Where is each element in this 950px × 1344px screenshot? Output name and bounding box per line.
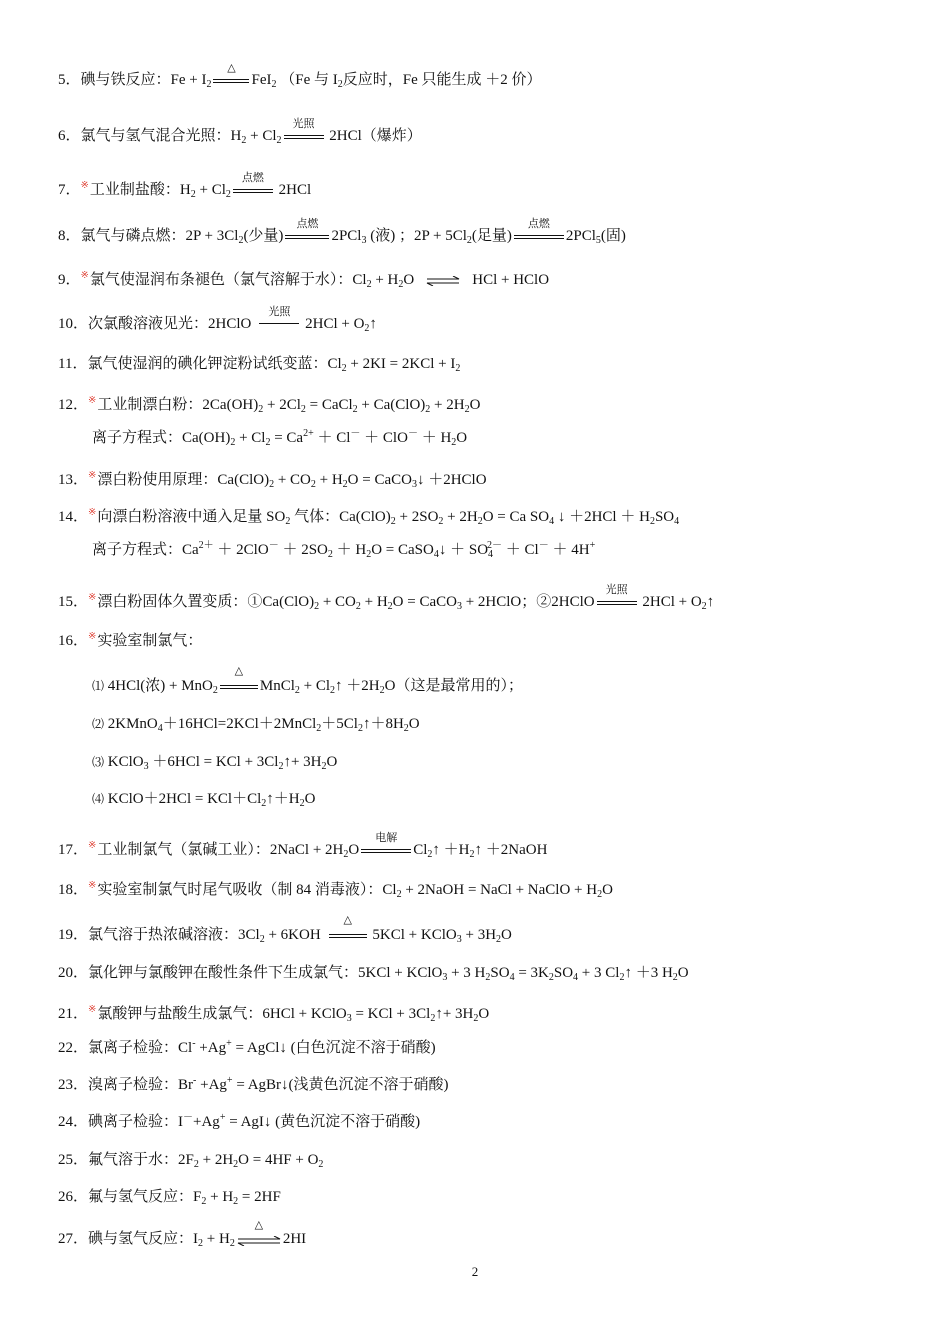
equation-line-11: 11．氯气使湿润的碘化钾淀粉试纸变蓝：$Cl_2 + 2KI = 2KCl + I_2$ xyxy=(58,356,461,374)
equation-line-26: 26．氟与氢气反应：$F_2 + H_2 = 2HF$ xyxy=(58,1189,281,1207)
equation-line-19: 19．氯气溶于热浓碱溶液：$3Cl_2 + 6KOH$ △ 5KCl + KClO$_3$ + $3H_2O$ xyxy=(58,913,512,945)
equation-line-27: 27．碘与氢气反应：$I_2 + H_2$ △ 2HI xyxy=(58,1218,307,1249)
ignite-condition: 点燃 xyxy=(285,227,329,247)
equation-line-23: 23．溴离子检验：Br- +Ag+ = AgBr↓(浅黄色沉淀不溶于硝酸) xyxy=(58,1075,449,1093)
lab-method-3: ⑶ KClO$_3$ ＋6HCl = KCl + $3Cl_2↑+ 3H_2O$ xyxy=(92,754,338,772)
ionic-equation-14: 离子方程式：$Ca^{2+} + 2ClO^- + 2SO_2 + H_2O$ = CaSO$_4$↓ ＋ $SO_4^{2-} + Cl^- + 4H^+$ xyxy=(92,540,596,560)
equation-line-7: 7．※工业制盐酸：$H_2 + Cl_2$ 点燃 2HCl xyxy=(58,171,312,200)
equation-line-15: 15．※漂白粉固体久置变质：$①Ca(ClO)_2 + CO_2 + H_2O$ = CaCO$_3$ + 2HClO；②2HClO 光照 $2HCl + O_2↑$ xyxy=(58,583,715,612)
equation-line-20: 20．氯化钾与氯酸钾在酸性条件下生成氯气：5KCl + KClO$_3$ + 3 $H_2SO_4 = 3K_2SO_4 + 3$ $Cl_2↑ +3$ $H_2O$ xyxy=(58,965,689,983)
equation-line-8: 8．氯气与磷点燃：$2P + 3Cl_2$(少量) 点燃 2PCl$_3$ (液) ；$2P + 5Cl_2$(足量) 点燃 2PCl$_5$(固) xyxy=(58,217,626,246)
equation-line-12: 12．※工业制漂白粉：$2Ca(OH)_2 + 2Cl_2$ = CaCl$_2$ + $Ca(ClO)_2 + 2H_2O$ xyxy=(58,395,481,415)
electrolysis-condition: 电解 xyxy=(361,841,411,861)
equation-line-6: 6．氯气与氢气混合光照：$H_2 + Cl_2$ 光照 2HCl（爆炸） xyxy=(58,117,422,146)
ignite-condition: 点燃 xyxy=(233,181,273,201)
equation-line-21: 21．※氯酸钾与盐酸生成氯气：6HCl + KClO$_3$ = KCl + $3Cl_2↑+ 3H_2O$ xyxy=(58,1004,490,1024)
equation-line-16: 16．※实验室制氯气： xyxy=(58,631,203,649)
equation-line-18: 18．※实验室制氯气时尾气吸收（制 84 消毒液）：$Cl_2$ + 2NaOH = NaCl + NaClO + $H_2O$ xyxy=(58,880,613,900)
light-condition: 光照 xyxy=(284,127,324,147)
heat-condition: △ xyxy=(329,926,367,946)
heat-reversible-condition: △ xyxy=(237,1230,281,1250)
reversible-arrow-icon xyxy=(426,276,460,286)
equation-line-10: 10．次氯酸溶液见光：2HClO 光照 $2HCl + O_2↑$ xyxy=(58,305,377,334)
equation-line-22: 22．氯离子检验：Cl- +Ag+ = AgCl↓ (白色沉淀不溶于硝酸) xyxy=(58,1038,436,1056)
ignite-condition: 点燃 xyxy=(514,227,564,247)
light-condition: 光照 xyxy=(597,593,637,613)
lab-method-4: ⑷ KClO＋2HCl = $KCl+Cl_2↑+H_2O$ xyxy=(92,791,316,809)
page-number: 2 xyxy=(471,1264,479,1279)
reversible-arrow-icon xyxy=(237,1236,281,1246)
heat-condition: △ xyxy=(220,677,258,697)
equation-line-24: 24．碘离子检验：I－+Ag+ = AgI↓ (黄色沉淀不溶于硝酸) xyxy=(58,1112,421,1130)
equation-line-5: 5．碘与铁反应：$Fe + I_2$ △ FeI$_2$ （Fe 与 $I_2$反应时，Fe 只能生成 ＋2 价） xyxy=(58,61,542,90)
equation-line-13: 13．※漂白粉使用原理：$Ca(ClO)_2 + CO_2 + H_2O$ = CaCO$_3$↓ ＋2HClO xyxy=(58,470,487,490)
light-condition: 光照 xyxy=(259,315,299,335)
ionic-equation-12: 离子方程式：$Ca(OH)_2 + Cl_2 = Ca^{2+} + Cl^- + ClO^- + H_2O$ xyxy=(92,428,468,448)
lab-method-2: ⑵ $2KMnO_4+16HCl=2KCl+2MnCl_2+5Cl_2↑+8H_2O$ xyxy=(92,716,420,734)
equation-line-17: 17．※工业制氯气（氯碱工业）：2NaCl + $2H_2O$ 电解 $Cl_2↑$ $+H_2↑$ ＋2NaOH xyxy=(58,831,548,860)
equation-line-9: 9．※氯气使湿润布条褪色（氯气溶解于水）：$Cl_2 + H_2O$ HCl + HClO xyxy=(58,270,550,290)
heat-condition: △ xyxy=(213,71,249,91)
equation-line-14: 14．※向漂白粉溶液中通入足量 $SO_2$ 气体：$Ca(ClO)_2 + 2SO_2 + 2H_2O = Ca$ $SO_4$ ↓ $+2HCl + H_2SO_4$ xyxy=(58,507,680,527)
equation-line-25: 25．氟气溶于水：$2F_2 + 2H_2O = 4HF + O_2$ xyxy=(58,1152,324,1170)
lab-method-1: ⑴ 4HCl(浓) + MnO$_2$ △ MnCl$_2$ + $Cl_2↑ +2H_2O$（这是最常用的）； xyxy=(92,664,523,696)
